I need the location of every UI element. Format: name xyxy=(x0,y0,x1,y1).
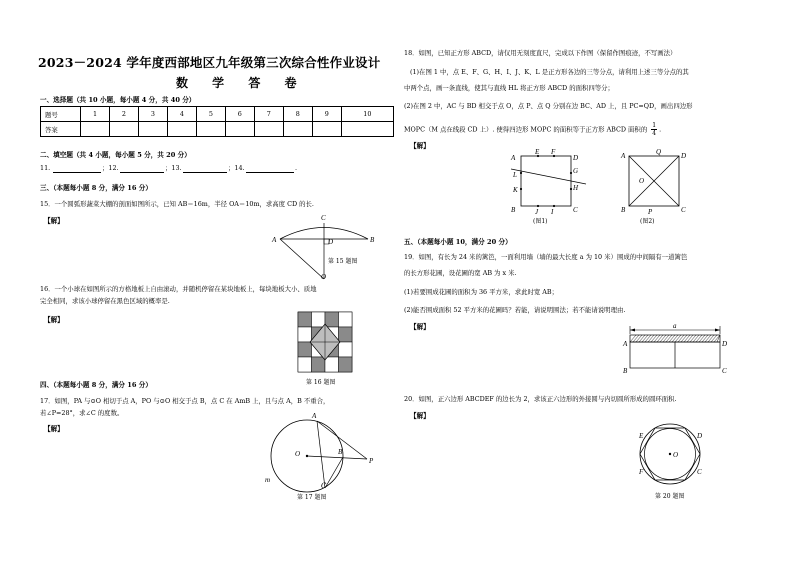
answer-table-number: 9 xyxy=(312,107,341,122)
section-1-heading: 一、选择题（共 10 小题，每小题 4 分，共 40 分） xyxy=(40,96,196,104)
fig16-tile xyxy=(325,357,339,372)
fig15-radius-oa xyxy=(280,239,327,280)
fig19-label: D xyxy=(722,340,728,348)
answer-cell[interactable] xyxy=(283,122,312,137)
fig20-label: O xyxy=(673,451,679,459)
fig16-tile xyxy=(339,357,353,372)
page-subtitle: 数 学 答 卷 xyxy=(176,76,307,90)
question-15: 15．一个圆弧形蔬菜大棚的剖面如图所示，已知 AB＝16m，半径 OA＝10m，求高度 CD 的长. xyxy=(40,200,314,208)
blank-line-11[interactable] xyxy=(53,172,101,173)
section-3-heading: 三、（本题每小题 8 分，满分 16 分） xyxy=(40,184,152,192)
blank-label-14: ；14. xyxy=(228,164,245,172)
question-16-answer-label: 【解】 xyxy=(44,316,64,324)
figure-20-caption: 第 20 题图 xyxy=(655,493,685,500)
fig18-1-label: J xyxy=(535,208,539,216)
section-2-heading: 二、填空题（共 4 小题，每小题 5 分，共 20 分） xyxy=(40,151,191,159)
fig16-tile xyxy=(298,357,312,372)
fig19-arrow-right xyxy=(715,329,720,332)
answer-cell[interactable] xyxy=(167,122,196,137)
fig15-label: D xyxy=(328,238,334,246)
fig16-tile xyxy=(325,312,339,327)
answer-table-number: 8 xyxy=(283,107,312,122)
figure-15 xyxy=(270,210,380,280)
answer-table-row-label: 题号 xyxy=(41,107,81,122)
fig16-tile xyxy=(339,342,353,357)
answer-table-number-row xyxy=(41,107,394,122)
answer-table-row-label: 答案 xyxy=(41,122,81,137)
answer-table xyxy=(40,106,394,137)
answer-cell[interactable] xyxy=(196,122,225,137)
fig15-label: C xyxy=(321,214,326,222)
question-19-answer-label: 【解】 xyxy=(410,323,430,331)
fig18-1-label: H xyxy=(573,184,579,192)
fig15-label: O xyxy=(321,273,327,280)
answer-cell[interactable] xyxy=(341,122,393,137)
question-16-line-2: 完全相同，求该小球停留在黑色区域的概率是. xyxy=(40,297,170,305)
fig17-label: B xyxy=(338,448,343,456)
question-18-line-3: 中两个点，画一条直线，使其与直线 HL 将正方形 ABCD 的面积四等分； xyxy=(404,84,614,92)
fig18-1-label: F xyxy=(551,148,556,156)
question-18-line-1: 18．如图，已知正方形 ABCD，请仅用无刻度直尺，完成以下作图（保留作图痕迹，不写画法） xyxy=(404,49,677,57)
question-18-line-5-end: . xyxy=(659,125,662,134)
fig16-tile xyxy=(298,312,312,327)
fraction-one-quarter xyxy=(651,122,657,137)
blank-line-14[interactable] xyxy=(246,172,294,173)
question-18-line-5 xyxy=(404,122,661,137)
page-title: 2023－2024 学年度西部地区九年级第三次综合性作业设计 xyxy=(38,55,381,70)
answer-cell[interactable] xyxy=(81,122,110,137)
answer-cell[interactable] xyxy=(109,122,138,137)
question-18-line-2: (1)在图 1 中，点 E、F、G、H、I、J、K、L 是正方形各边的三等分点，请利用上述三等分点的其 xyxy=(410,68,689,76)
figure-19 xyxy=(620,322,728,378)
fig18-1-label: I xyxy=(551,208,554,216)
fraction-denominator: 4 xyxy=(652,130,657,137)
fig18-1-label: B xyxy=(511,206,516,214)
question-18-answer-label: 【解】 xyxy=(410,142,430,150)
blank-line-12[interactable] xyxy=(120,172,164,173)
fig18-2-label: P xyxy=(648,208,653,216)
fig20-label: C xyxy=(697,468,702,476)
section-4-heading: 四、（本题每小题 8 分，满分 16 分） xyxy=(40,381,152,389)
fig18-2-label: Q xyxy=(656,148,662,156)
fig18-2-label: D xyxy=(681,152,687,160)
fig16-tile xyxy=(339,312,353,327)
fig16-tile xyxy=(312,357,326,372)
fig19-label: B xyxy=(623,367,628,375)
blank-label-12: ；12. xyxy=(102,164,119,172)
fig17-label: O xyxy=(295,450,301,458)
fig20-center-dot xyxy=(669,453,671,455)
answer-table-number: 10 xyxy=(341,107,393,122)
fig17-label: A xyxy=(312,412,317,420)
fig16-tile xyxy=(298,327,312,342)
fig17-label: C xyxy=(321,482,327,490)
fig20-label: E xyxy=(639,432,644,440)
fig18-1-points xyxy=(520,155,572,207)
fig17-line-po xyxy=(307,456,367,459)
answer-cell[interactable] xyxy=(225,122,254,137)
fig20-label: F xyxy=(639,468,644,476)
fig17-label: P xyxy=(369,457,374,465)
fig18-1-label: C xyxy=(573,206,578,214)
fig19-label: A xyxy=(623,340,628,348)
fig18-1-square xyxy=(521,156,571,206)
fig17-chord-cb xyxy=(325,457,343,488)
fig18-2-label: O xyxy=(639,177,645,185)
question-18-line-5-text: MOPC（M 点在线段 CD 上）. 使得四边形 MOPC 的面积等于正方形 ABCD 面积的 xyxy=(404,125,648,134)
fig19-label: C xyxy=(722,367,727,375)
fig17-label: m xyxy=(265,476,271,484)
fig18-1-label: G xyxy=(573,167,579,175)
fig17-chord-ac xyxy=(317,421,325,488)
fig18-1-label: L xyxy=(513,171,517,179)
fig18-2-label: C xyxy=(681,206,686,214)
fig16-tile xyxy=(298,342,312,357)
fig18-1-label: D xyxy=(573,154,579,162)
answer-table-number: 6 xyxy=(225,107,254,122)
answer-table-number: 1 xyxy=(81,107,110,122)
figure-18-2 xyxy=(616,146,688,218)
blank-line-13[interactable] xyxy=(183,172,227,173)
fig18-2-label: B xyxy=(621,206,626,214)
section-5-heading: 五、（本题每小题 10，满分 20 分） xyxy=(404,238,512,246)
answer-table-number: 2 xyxy=(109,107,138,122)
question-18-line-4: (2)在图 2 中，AC 与 BD 相交于点 O，点 P、点 Q 分别在边 BC、AD 上，且 PC=QD，画出四边形 xyxy=(404,102,693,110)
fig19-arrow-left xyxy=(630,329,635,332)
fig16-tile xyxy=(312,312,326,327)
figure-16 xyxy=(297,311,353,373)
answer-cell[interactable] xyxy=(254,122,283,137)
question-17-answer-label: 【解】 xyxy=(44,425,64,433)
figure-16-caption: 第 16 题图 xyxy=(306,379,336,386)
answer-table-number: 3 xyxy=(138,107,167,122)
figure-17-caption: 第 17 题图 xyxy=(297,494,327,501)
fig18-2-label: A xyxy=(621,152,626,160)
answer-table-number: 4 xyxy=(167,107,196,122)
fig15-label: B xyxy=(370,236,375,244)
answer-table-number: 7 xyxy=(254,107,283,122)
fraction-numerator: 1 xyxy=(652,122,657,129)
blank-label-13: ；13. xyxy=(165,164,182,172)
fig16-tile xyxy=(339,327,353,342)
blank-label-11: 11. xyxy=(40,164,51,172)
fig18-1-label: A xyxy=(511,154,516,162)
fig20-label: D xyxy=(697,432,703,440)
figure-18-2-caption: (图2) xyxy=(640,218,655,225)
question-19-line-3: (1)若要围成花圃的面积为 36 平方米，求此时宽 AB； xyxy=(404,288,559,296)
figure-18-1-caption: (图1) xyxy=(533,218,548,225)
question-19-line-1: 19．如图，有长为 24 米的篱笆，一面利用墙（墙的最大长度 a 为 10 米）围成的中间隔有一道篱笆 xyxy=(404,253,688,261)
question-20-answer-label: 【解】 xyxy=(410,412,430,420)
answer-table-answer-row xyxy=(41,122,394,137)
fig19-label: a xyxy=(673,322,677,330)
answer-cell[interactable] xyxy=(138,122,167,137)
question-17-line-1: 17．如图，PA 与⊙O 相切于点 A，PO 与⊙O 相交于点 B，点 C 在 AmB 上，且与点 A，B 不重合， xyxy=(40,397,330,405)
question-20: 20．如图，正六边形 ABCDEF 的边长为 2，求该正六边形的外接圆与内切圆所形成的圆环面积. xyxy=(404,395,677,403)
question-19-line-4: (2)能否围成面积 52 平方米的花圃吗？若能，请说明围法；若不能请说明理由. xyxy=(404,306,626,314)
fill-blank-row xyxy=(40,164,395,174)
fig15-label: A xyxy=(272,236,277,244)
question-17-line-2: 若∠P=28°，求∠C 的度数。 xyxy=(40,409,124,417)
blank-end: . xyxy=(295,164,298,172)
answer-cell[interactable] xyxy=(312,122,341,137)
answer-table-number: 5 xyxy=(196,107,225,122)
question-19-line-2: 的长方形花圃，设花圃的宽 AB 为 x 米. xyxy=(404,269,517,277)
question-16-line-1: 16．一个小球在如图所示的方格地板上自由滚动，并随机停留在某块地板上，每块地板大小、质地 xyxy=(40,285,317,293)
fig18-1-label: K xyxy=(513,186,518,194)
figure-20 xyxy=(630,418,710,490)
figure-18-1 xyxy=(508,146,588,228)
figure-15-caption: 第 15 题图 xyxy=(328,258,358,265)
question-15-answer-label: 【解】 xyxy=(44,217,64,225)
fig18-1-label: E xyxy=(535,148,540,156)
figure-17 xyxy=(255,408,380,493)
